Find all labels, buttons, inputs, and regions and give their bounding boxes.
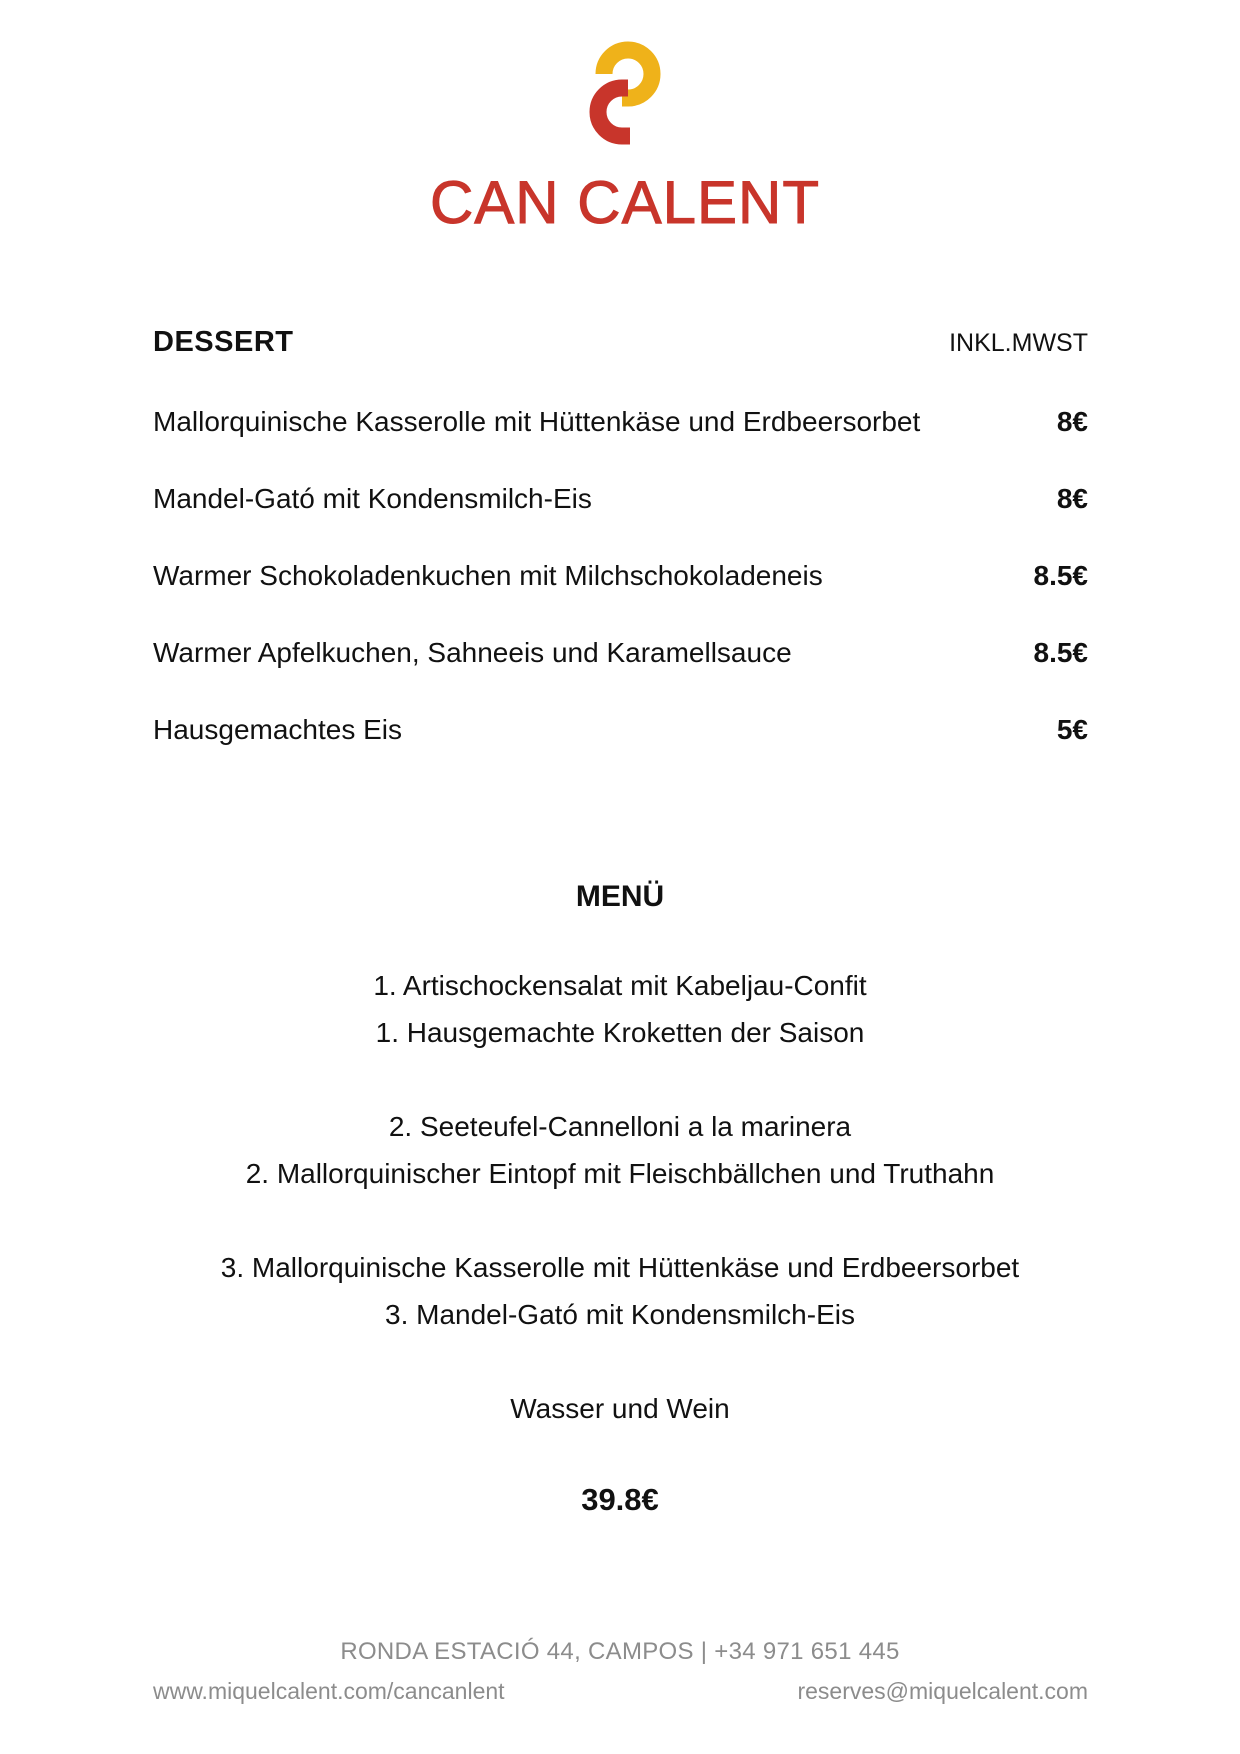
dessert-item-name: Warmer Apfelkuchen, Sahneeis und Karamellsauce: [153, 637, 792, 668]
dessert-item-price: 8.5€: [1033, 637, 1088, 668]
dessert-item: [153, 637, 1088, 714]
menu-courses: [0, 962, 1240, 1432]
course-option: 1. Artischockensalat mit Kabeljau-Confit: [373, 970, 867, 1001]
dessert-item-name: Warmer Schokoladenkuchen mit Milchschokoladeneis: [153, 560, 823, 591]
dessert-item-name: Mallorquinische Kasserolle mit Hüttenkäse und Erdbeersorbet: [153, 406, 921, 437]
dessert-header: [153, 326, 1088, 359]
dessert-item-price: 5€: [1056, 714, 1088, 745]
course-3: [0, 1244, 1240, 1338]
course-option: 3. Mallorquinische Kasserolle mit Hüttenkäse und Erdbeersorbet: [220, 1252, 1020, 1283]
dessert-item: [153, 406, 1088, 483]
website-link[interactable]: www.miquelcalent.com/cancanlent: [153, 1678, 505, 1704]
brand-name: CAN CALENT: [429, 169, 821, 236]
dessert-title: DESSERT: [153, 326, 294, 358]
menu-drinks: Wasser und Wein: [510, 1393, 730, 1424]
menu-title: MENÜ: [575, 880, 665, 913]
dessert-item: [153, 560, 1088, 637]
menu-price: 39.8€: [581, 1482, 659, 1517]
footer-address: RONDA ESTACIÓ 44, CAMPOS | +34 971 651 445: [340, 1638, 900, 1665]
course-option: 2. Mallorquinischer Eintopf mit Fleischbällchen und Truthahn: [245, 1158, 995, 1189]
course-option: 2. Seeteufel-Cannelloni a la marinera: [388, 1111, 852, 1142]
dessert-item: [153, 714, 1088, 791]
can-calent-logo-icon: [570, 36, 676, 162]
footer-contact: [153, 1678, 1088, 1705]
course-2: [0, 1103, 1240, 1197]
dessert-item-price: 8€: [1056, 406, 1088, 437]
email-link[interactable]: reserves@miquelcalent.com: [797, 1678, 1088, 1704]
dessert-item: [153, 483, 1088, 560]
course-1: [0, 962, 1240, 1056]
dessert-item-name: Mandel-Gató mit Kondensmilch-Eis: [153, 483, 592, 514]
dessert-list: [153, 406, 1088, 791]
course-option: 1. Hausgemachte Kroketten der Saison: [375, 1017, 865, 1048]
dessert-item-price: 8€: [1056, 483, 1088, 514]
dessert-item-price: 8.5€: [1033, 560, 1088, 591]
course-option: 3. Mandel-Gató mit Kondensmilch-Eis: [385, 1299, 855, 1330]
tax-note: INKL.MWST: [949, 329, 1088, 357]
dessert-item-name: Hausgemachtes Eis: [153, 714, 403, 745]
